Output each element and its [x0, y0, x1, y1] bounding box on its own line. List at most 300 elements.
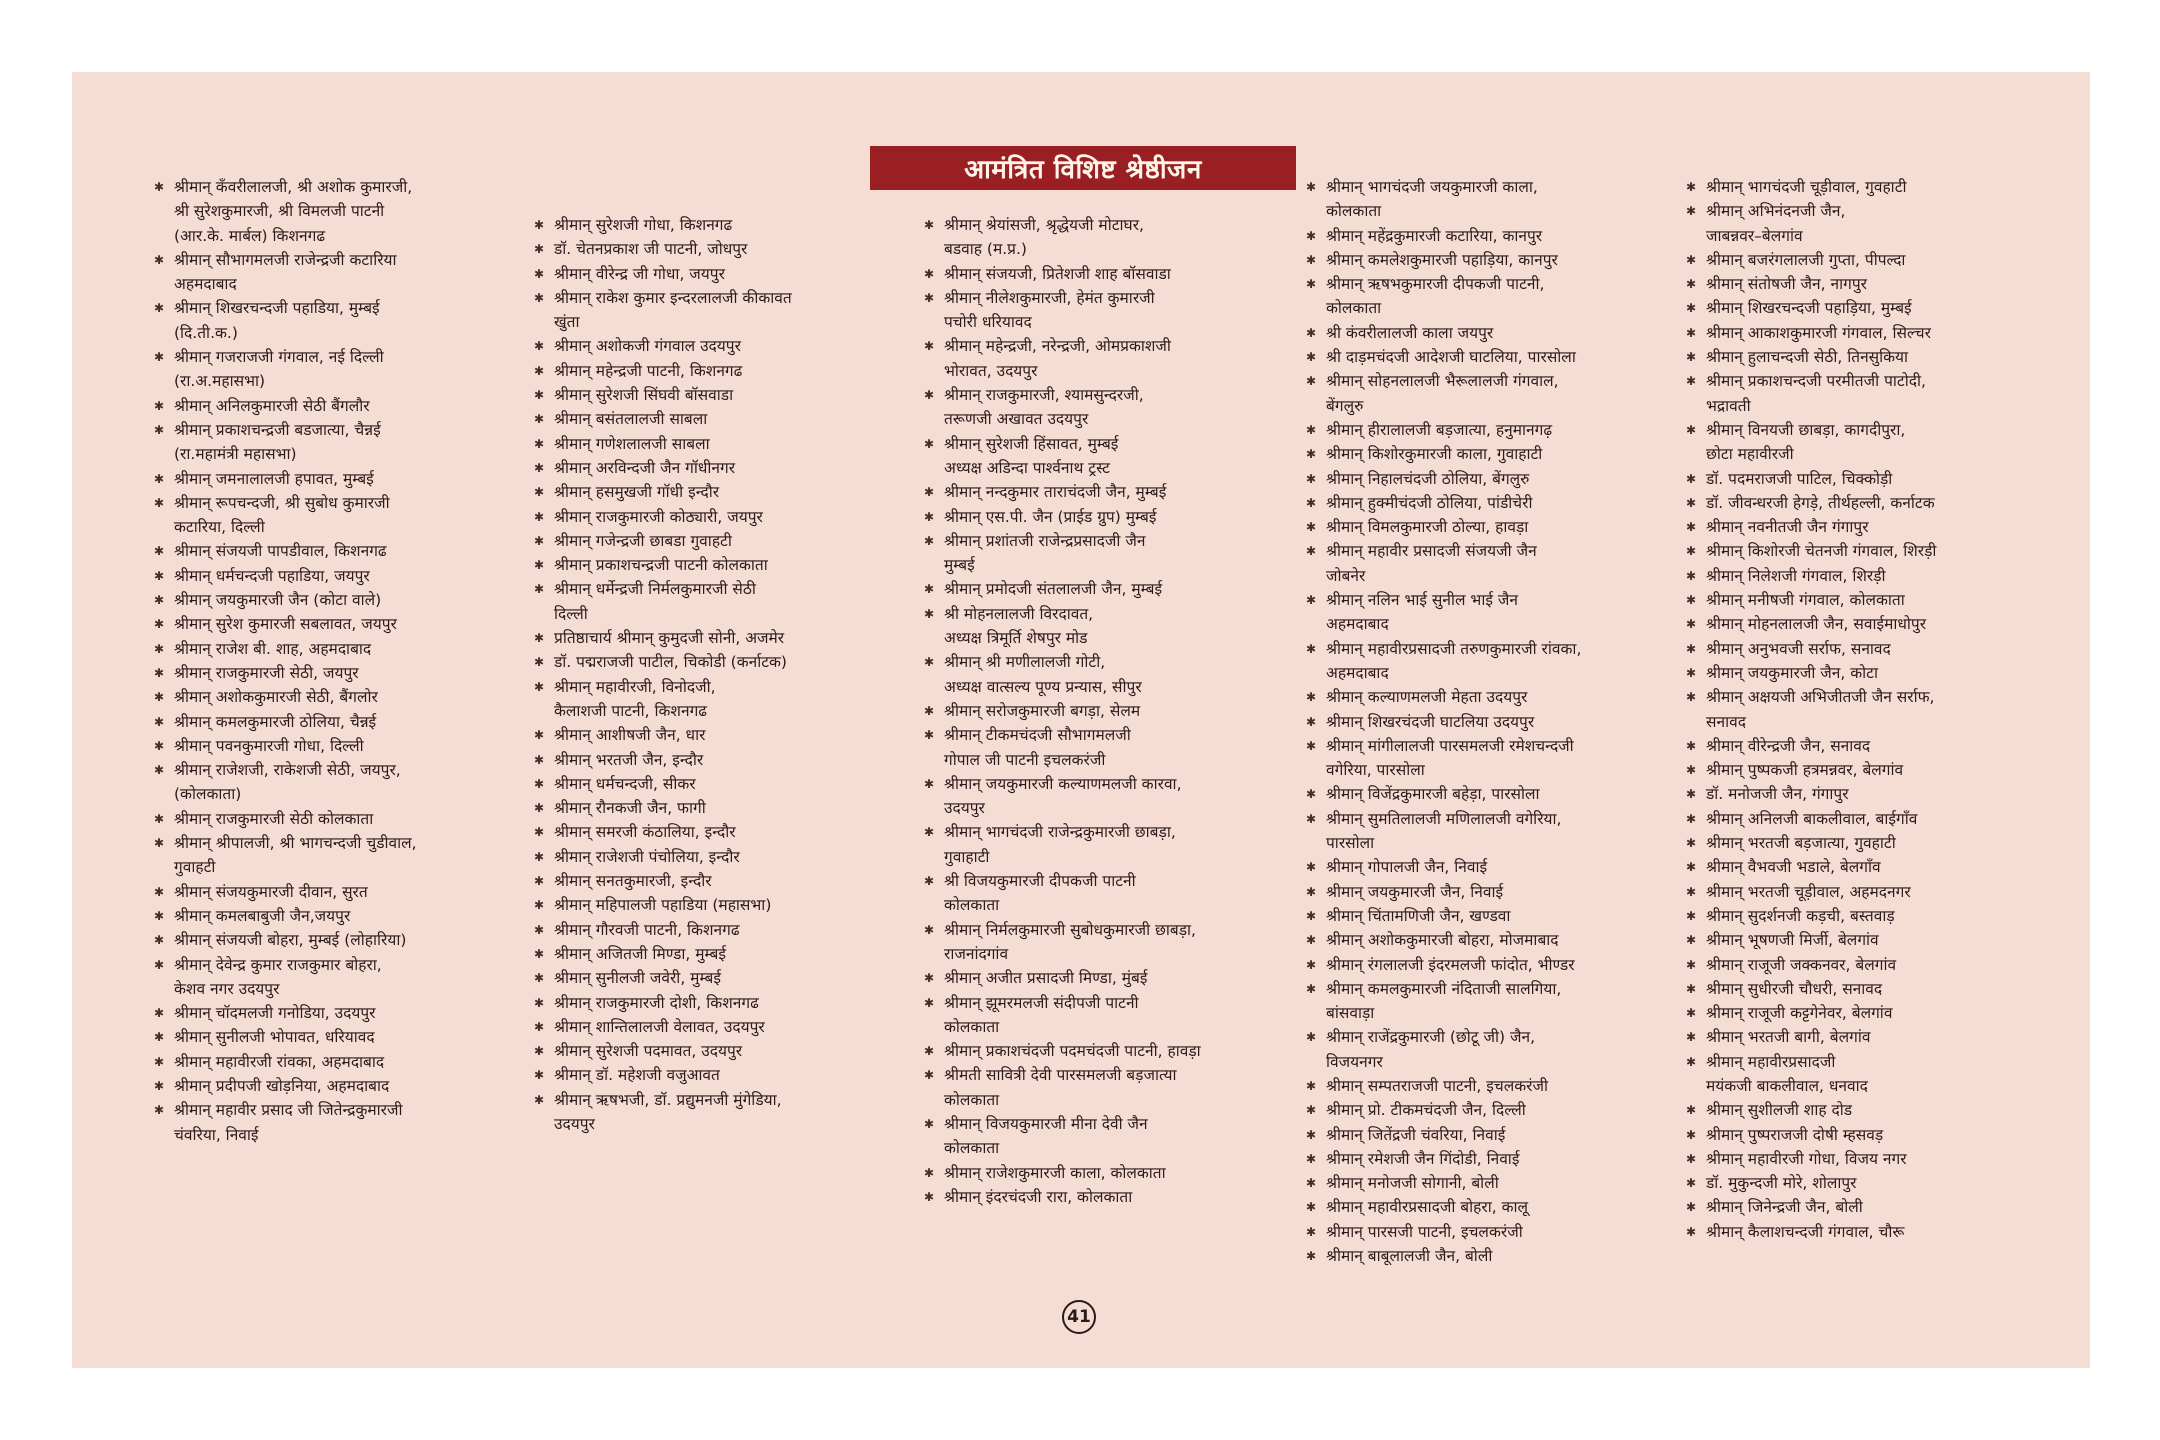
- list-item-text: श्रीमान् सौभागमलजी राजेन्द्रजी कटारिया अहमदाबाद: [174, 250, 397, 294]
- list-item: [534, 748, 864, 772]
- list-item-text: श्री कंवरीलालजी काला जयपुर: [1326, 323, 1494, 342]
- list-item: [1686, 539, 2016, 563]
- list-item-text: श्रीमान् जयकुमारजी जैन (कोटा वाले): [174, 591, 382, 610]
- list-item: [154, 928, 484, 952]
- list-item-text: श्रीमान् अजितजी मिण्डा, मुम्बई: [554, 944, 727, 963]
- list-item-text: श्रीमान् रौनकजी जैन, फागी: [554, 799, 706, 818]
- list-item-text: श्रीमान् महेन्द्रजी, नरेन्द्रजी, ओमप्रकाशजी भोरावत, उदयपुर: [944, 337, 1171, 380]
- list-item: [154, 491, 484, 540]
- list-item: [924, 286, 1254, 335]
- list-item-text: श्रीमान् अशोककुमारजी सेठी, बैंगलोर: [174, 688, 378, 707]
- list-item: [1306, 369, 1636, 418]
- list-item-text: श्रीमान् बाबूलालजी जैन, बोली: [1326, 1247, 1493, 1266]
- list-item: [534, 213, 864, 237]
- list-item: [1686, 418, 2016, 467]
- list-item: [1306, 637, 1636, 686]
- list-item: [534, 820, 864, 844]
- list-item-text: श्रीमान् कल्याणमलजी मेहता उदयपुर: [1326, 688, 1528, 707]
- list-item: [1686, 782, 2016, 806]
- list-item-text: श्रीमान् वीरेन्द्र जी गोधा, जयपुर: [554, 264, 725, 283]
- list-item: [1686, 758, 2016, 782]
- list-item-text: श्रीमान् आशीषजी जैन, धार: [554, 726, 706, 745]
- list-item: [924, 505, 1254, 529]
- list-item: [534, 893, 864, 917]
- list-item: [1686, 612, 2016, 636]
- list-item-text: श्रीमान् भरतजी बड़जात्या, गुवहाटी: [1706, 834, 1896, 853]
- list-item: [1686, 807, 2016, 831]
- list-item-text: श्रीमान् ऋषभकुमारजी दीपकजी पाटनी, कोलकाता: [1326, 275, 1545, 318]
- list-item: [1306, 710, 1636, 734]
- list-item: [534, 407, 864, 431]
- page-background: [72, 72, 2090, 1368]
- list-item-text: श्रीमान् पुष्पराजजी दोषी म्हसवड़: [1706, 1125, 1884, 1144]
- list-item: [1686, 345, 2016, 369]
- list-item: [1686, 1220, 2016, 1244]
- list-item-text: श्रीमान् निहालचंदजी ठोलिया, बेंगलुरु: [1326, 469, 1530, 488]
- list-item-text: श्रीमान् राजेश बी. शाह, अहमदाबाद: [174, 639, 372, 658]
- list-item: [154, 904, 484, 928]
- list-item-text: श्रीमान् अरविन्दजी जैन गॉधीनगर: [554, 458, 736, 477]
- list-item: [1686, 1171, 2016, 1195]
- list-item-text: श्रीमान् समरजी कंठालिया, इन्दौर: [554, 823, 736, 842]
- list-item-text: श्रीमान् सुदर्शनजी कड़ची, बस्तवाड़: [1706, 906, 1895, 925]
- list-item-text: डॉ. जीवन्धरजी हेगड़े, तीर्थहल्ली, कर्नाटक: [1706, 493, 1935, 512]
- list-item-text: श्रीमान् निलेशजी गंगवाल, शिरड़ी: [1706, 566, 1886, 585]
- list-item: [1306, 321, 1636, 345]
- list-item: [1306, 515, 1636, 539]
- list-item: [154, 637, 484, 661]
- list-item: [1306, 734, 1636, 783]
- list-item-text: श्रीमान् कैलाशचन्दजी गंगवाल, चौरू: [1706, 1222, 1905, 1241]
- list-item-text: श्री मोहनलालजी विरदावत, अध्यक्ष त्रिमूर्ति शेषपुर मोड: [944, 604, 1094, 648]
- list-item-text: श्रीमान् श्रीपालजी, श्री भागचन्दजी चुडीवाल, गुवाहटी: [174, 834, 417, 877]
- list-item: [1686, 296, 2016, 320]
- list-item: [534, 237, 864, 261]
- list-item-text: श्रीमान् कँवरीलालजी, श्री अशोक कुमारजी, श्री सुरेशकुमारजी, श्री विमलजी पाटनी (आर.के. मार्बल) किशनगढ: [174, 178, 413, 245]
- list-item-text: श्रीमान् सरोजकुमारजी बगड़ा, सेलम: [944, 701, 1141, 720]
- list-item-text: श्रीमान् देवेन्द्र कुमार राजकुमार बोहरा, केशव नगर उदयपुर: [174, 955, 382, 998]
- list-item-text: श्रीमान् मनीषजी गंगवाल, कोलकाता: [1706, 591, 1905, 610]
- list-item: [1306, 977, 1636, 1026]
- list-item: [1306, 248, 1636, 272]
- list-item: [534, 675, 864, 724]
- list-item: [534, 262, 864, 286]
- list-item-text: श्रीमान् भूषणजी मिर्जी, बेलगांव: [1706, 931, 1879, 950]
- list-item: [1686, 977, 2016, 1001]
- list-item-text: श्रीमान् नन्दकुमार ताराचंदजी जैन, मुम्बई: [944, 483, 1167, 502]
- list-item-text: श्रीमान् कमलकुमारजी ठोलिया, चैन्नई: [174, 712, 377, 731]
- list-item-text: श्रीमान् राजकुमारजी कोठ्यारी, जयपुर: [554, 507, 763, 526]
- list-item-text: श्रीमान् विजेंद्रकुमारजी बहेड़ा, पारसोला: [1326, 785, 1540, 804]
- list-item-text: प्रतिष्ठाचार्य श्रीमान् कुमुदजी सोनी, अजमेर: [554, 629, 785, 648]
- list-item: [534, 1063, 864, 1087]
- list-item-text: श्रीमान् संजयजी पापडीवाल, किशनगढ: [174, 542, 387, 561]
- list-item-text: श्रीमान् हुक्मीचंदजी ठोलिया, पांडीचेरी: [1326, 493, 1533, 512]
- list-item-text: श्रीमान् जयकुमारजी जैन, निवाई: [1326, 882, 1504, 901]
- list-item: [1306, 175, 1636, 224]
- list-item-text: श्रीमान् धर्मचन्दजी पहाडिया, जयपुर: [174, 566, 370, 585]
- list-item: [1306, 1147, 1636, 1171]
- list-item-text: श्रीमान् अशोककुमारजी बोहरा, मोजमाबाद: [1326, 931, 1559, 950]
- list-item-text: श्रीमान् राजकुमारजी सेठी, जयपुर: [174, 663, 359, 682]
- list-item: [924, 772, 1254, 821]
- list-item: [534, 480, 864, 504]
- list-item-text: श्रीमान् सुशीलजी शाह दोड: [1706, 1101, 1853, 1120]
- list-item-text: श्रीमान् झूमरमलजी संदीपजी पाटनी कोलकाता: [944, 993, 1139, 1036]
- list-item-text: श्रीमान् प्रो. टीकमचंदजी जैन, दिल्ली: [1326, 1101, 1526, 1120]
- list-item-text: श्रीमान् जयकुमारजी कल्याणमलजी कारवा, उदयपुर: [944, 774, 1182, 818]
- list-item: [534, 432, 864, 456]
- list-item-text: श्रीमान् गोपालजी जैन, निवाई: [1326, 858, 1488, 877]
- list-item-text: श्रीमान् प्रकाशचंदजी पदमचंदजी पाटनी, हावड़ा: [944, 1042, 1201, 1061]
- list-item: [154, 831, 484, 880]
- list-item-text: श्रीमान् किशोरजी चेतनजी गंगवाल, शिरड़ी: [1706, 542, 1937, 561]
- list-item: [1686, 637, 2016, 661]
- list-item: [534, 723, 864, 747]
- list-item: [1306, 782, 1636, 806]
- list-item: [924, 529, 1254, 578]
- list-item-text: श्रीमान् चॉदमलजी गनोडिया, उदयपुर: [174, 1004, 376, 1023]
- list-item: [924, 966, 1254, 990]
- list-item: [1686, 515, 2016, 539]
- list-item: [1686, 855, 2016, 879]
- list-item: [534, 966, 864, 990]
- list-item: [924, 991, 1254, 1040]
- list-item: [924, 602, 1254, 651]
- list-item-text: श्रीमान् गणेशलालजी साबला: [554, 434, 710, 453]
- list-item-text: श्रीमान् प्रमोदजी संतलालजी जैन, मुम्बई: [944, 580, 1163, 599]
- list-item-text: श्रीमान् निर्मलकुमारजी सुबोधकुमारजी छाबड़ा, राजनांदगांव: [944, 920, 1196, 963]
- list-item-text: डॉ. मनोजजी जैन, गंगापुर: [1706, 785, 1849, 804]
- list-item: [1306, 928, 1636, 952]
- list-item-text: श्रीमान् महावीरजी रांवका, अहमदाबाद: [174, 1052, 385, 1071]
- list-item: [924, 869, 1254, 918]
- list-item: [1306, 224, 1636, 248]
- list-item: [1686, 272, 2016, 296]
- name-list-column-3: [924, 213, 1254, 1209]
- list-item: [1306, 1123, 1636, 1147]
- list-item: [154, 1025, 484, 1049]
- list-item: [1306, 1074, 1636, 1098]
- list-item: [154, 612, 484, 636]
- list-item: [1686, 321, 2016, 345]
- list-item: [154, 758, 484, 807]
- list-item-text: श्रीमान् भागचंदजी राजेन्द्रकुमारजी छाबड़ा, गुवाहाटी: [944, 823, 1176, 866]
- list-item: [1686, 953, 2016, 977]
- list-item-text: श्रीमान् सनतकुमारजी, इन्दौर: [554, 872, 712, 891]
- list-item-text: श्रीमान् वैभवजी भडाले, बेलगाँव: [1706, 858, 1881, 877]
- list-item: [154, 710, 484, 734]
- list-item-text: श्रीमान् सुनीलजी भोपावत, धरियावद: [174, 1028, 375, 1047]
- list-item-text: श्रीमान् सुरेशजी गोधा, किशनगढ: [554, 216, 733, 234]
- list-item: [1306, 1025, 1636, 1074]
- list-item-text: श्रीमान् महावीरप्रसादजी बोहरा, कालू: [1326, 1198, 1529, 1217]
- list-item: [1306, 345, 1636, 369]
- list-item-text: श्रीमान् अनिलजी बाकलीवाल, बाईगाँव: [1706, 809, 1918, 828]
- list-item: [154, 539, 484, 563]
- list-item: [1686, 734, 2016, 758]
- list-item-text: श्रीमती सावित्री देवी पारसमलजी बड़जात्या कोलकाता: [944, 1066, 1177, 1109]
- list-item: [1306, 418, 1636, 442]
- list-item-text: श्रीमान् राजकुमारजी दोशी, किशनगढ: [554, 993, 759, 1012]
- list-item-text: श्रीमान् गजराजजी गंगवाल, नई दिल्ली (रा.अ.महासभा): [174, 348, 384, 391]
- list-item: [1306, 588, 1636, 637]
- list-item: [924, 1063, 1254, 1112]
- list-item-text: श्रीमान् ऋषभजी, डॉ. प्रद्युमनजी मुंगेडिया, उदयपुर: [554, 1090, 782, 1133]
- list-item-text: श्रीमान् राजकुमारजी, श्यामसुन्दरजी, तरूणजी अखावत उदयपुर: [944, 386, 1144, 429]
- list-item: [534, 869, 864, 893]
- list-item-text: श्रीमान् एस.पी. जैन (प्राईड ग्रुप) मुम्बई: [944, 507, 1157, 526]
- list-item-text: श्रीमान् गौरवजी पाटनी, किशनगढ: [554, 920, 740, 939]
- list-item-text: श्रीमान् संतोषजी जैन, नागपुर: [1706, 275, 1867, 294]
- list-item-text: श्रीमान् अनुभवजी सर्राफ, सनावद: [1706, 639, 1891, 658]
- list-item-text: श्रीमान् गजेन्द्रजी छाबडा गुवाहटी: [554, 531, 732, 550]
- list-item: [154, 661, 484, 685]
- list-item-text: श्रीमान् जिनेन्द्रजी जैन, बोली: [1706, 1198, 1863, 1217]
- list-item-text: श्रीमान् हसमुखजी गॉधी इन्दौर: [554, 483, 720, 502]
- list-item-text: श्रीमान् अनिलकुमारजी सेठी बैंगलौर: [174, 396, 370, 415]
- list-item-text: श्रीमान् महावीरजी, विनोदजी, कैलाशजी पाटनी, किशनगढ: [554, 677, 716, 720]
- list-item: [154, 953, 484, 1002]
- list-item: [154, 296, 484, 345]
- list-item-text: श्रीमान् कमलेशकुमारजी पहाड़िया, कानपुर: [1326, 250, 1558, 269]
- list-item: [534, 796, 864, 820]
- list-item-text: श्रीमान् राजूजी कट्टगेनेवर, बेलगांव: [1706, 1004, 1893, 1023]
- list-item: [924, 1039, 1254, 1063]
- list-item: [1686, 491, 2016, 515]
- list-item: [154, 1001, 484, 1025]
- list-item-text: डॉ. चेतनप्रकाश जी पाटनी, जोधपुर: [554, 240, 748, 259]
- list-item: [1686, 685, 2016, 734]
- list-item: [1306, 855, 1636, 879]
- list-item-text: श्रीमान् भरतजी जैन, इन्दौर: [554, 750, 704, 769]
- list-item: [534, 286, 864, 335]
- list-item: [1686, 661, 2016, 685]
- list-item: [534, 359, 864, 383]
- list-item: [534, 505, 864, 529]
- list-item: [534, 1015, 864, 1039]
- list-item: [1686, 175, 2016, 199]
- list-item: [1306, 807, 1636, 856]
- list-item-text: श्रीमान् अक्षयजी अभिजीतजी जैन सर्राफ, सनावद: [1706, 688, 1935, 731]
- list-item-text: श्रीमान् सोहनलालजी भैरूलालजी गंगवाल, बेंगलुरु: [1326, 372, 1559, 415]
- list-item: [154, 1098, 484, 1147]
- list-item-text: श्रीमान् राजूजी जक्कनवर, बेलगांव: [1706, 955, 1897, 974]
- list-item-text: श्रीमान् शिखरचंदजी घाटलिया उदयपुर: [1326, 712, 1535, 731]
- list-item: [924, 432, 1254, 481]
- list-item: [924, 1112, 1254, 1161]
- list-item-text: श्रीमान् अशोकजी गंगवाल उदयपुर: [554, 337, 741, 356]
- list-item-text: श्रीमान् सम्पतराजजी पाटनी, इचलकरंजी: [1326, 1076, 1548, 1095]
- list-item-text: श्रीमान् महिपालजी पहाडिया (महासभा): [554, 896, 772, 915]
- list-item-text: श्रीमान् विनयजी छाबड़ा, कागदीपुरा, छोटा महावीरजी: [1706, 420, 1906, 464]
- list-item: [1686, 1123, 2016, 1147]
- list-item-text: श्रीमान् शान्तिलालजी वेलावत, उदयपुर: [554, 1017, 765, 1036]
- list-item-text: श्रीमान् शिखरचन्दजी पहाडिया, मुम्बई (दि.ती.क.): [174, 299, 380, 342]
- list-item-text: श्रीमान् संजयकुमारजी दीवान, सुरत: [174, 882, 368, 901]
- list-item-text: श्रीमान् धर्मचन्दजी, सीकर: [554, 774, 696, 793]
- list-item-text: श्रीमान् भागचंदजी चूड़ीवाल, गुवहाटी: [1706, 178, 1907, 196]
- list-item: [924, 262, 1254, 286]
- list-item-text: श्रीमान् नीलेशकुमारजी, हेमंत कुमारजी पचोरी धरियावद: [944, 288, 1155, 332]
- list-item-text: श्रीमान् सुनीलजी जवेरी, मुम्बई: [554, 969, 721, 988]
- list-item: [1686, 1050, 2016, 1099]
- list-item: [534, 1088, 864, 1137]
- list-item: [1306, 539, 1636, 588]
- list-item-text: श्रीमान् डॉ. महेशजी वजुआवत: [554, 1066, 720, 1085]
- list-item: [154, 1050, 484, 1074]
- list-item: [154, 467, 484, 491]
- list-item: [1306, 880, 1636, 904]
- list-item: [924, 699, 1254, 723]
- list-item: [1686, 564, 2016, 588]
- list-item: [924, 480, 1254, 504]
- list-item: [534, 553, 864, 577]
- list-item-text: श्रीमान् शिखरचन्दजी पहाड़िया, मुम्बई: [1706, 299, 1912, 318]
- list-item: [1686, 831, 2016, 855]
- list-item: [534, 529, 864, 553]
- list-item-text: श्रीमान् कमलबाबुजी जैन,जयपुर: [174, 906, 351, 925]
- list-item: [534, 772, 864, 796]
- list-item-text: श्रीमान् टीकमचंदजी सौभागमलजी गोपाल जी पाटनी इचलकरंजी: [944, 726, 1131, 769]
- list-item: [1686, 1195, 2016, 1219]
- list-item: [1686, 1025, 2016, 1049]
- list-item-text: श्रीमान् आकाशकुमारजी गंगवाल, सिल्चर: [1706, 323, 1931, 342]
- list-item-text: श्रीमान् राजेशजी पंचोलिया, इन्दौर: [554, 847, 740, 866]
- list-item-text: श्रीमान् महेंद्रकुमारजी कटारिया, कानपुर: [1326, 226, 1543, 245]
- list-item: [534, 991, 864, 1015]
- list-item-text: श्रीमान् सुरेशजी पदमावत, उदयपुर: [554, 1042, 743, 1061]
- list-item-text: श्रीमान् सुरेश कुमारजी सबलावत, जयपुर: [174, 615, 397, 634]
- list-item-text: श्रीमान् मांगीलालजी पारसमलजी रमेशचन्दजी वगेरिया, पारसोला: [1326, 736, 1574, 780]
- list-item: [154, 1074, 484, 1098]
- list-item: [154, 394, 484, 418]
- list-item-text: श्रीमान् पवनकुमारजी गोधा, दिल्ली: [174, 736, 364, 755]
- list-item-text: श्रीमान् जयकुमारजी जैन, कोटा: [1706, 663, 1878, 682]
- list-item: [534, 1039, 864, 1063]
- list-item: [1306, 1171, 1636, 1195]
- list-item-text: श्रीमान् प्रकाशचन्द्रजी पाटनी कोलकाता: [554, 556, 768, 575]
- list-item: [1686, 1147, 2016, 1171]
- list-item-text: श्रीमान् राजकुमारजी सेठी कोलकाता: [174, 809, 374, 828]
- list-item: [534, 456, 864, 480]
- list-item-text: श्रीमान् महेन्द्रजी पाटनी, किशनगढ: [554, 361, 743, 380]
- list-item-text: श्रीमान् नलिन भाई सुनील भाई जैन अहमदाबाद: [1326, 591, 1518, 634]
- list-item: [1686, 248, 2016, 272]
- list-item: [1686, 1098, 2016, 1122]
- list-item-text: श्रीमान् सुमतिलालजी मणिलालजी वगेरिया, पारसोला: [1326, 809, 1562, 853]
- list-item-text: श्रीमान् पुष्पकजी हत्रमन्नवर, बेलगांव: [1706, 761, 1904, 780]
- list-item-text: श्रीमान् रमेशजी जैन गिंदोडी, निवाई: [1326, 1149, 1520, 1168]
- list-item: [1306, 491, 1636, 515]
- list-item: [154, 880, 484, 904]
- list-item-text: श्रीमान् संजयजी, प्रितेशजी शाह बॉसवाडा: [944, 264, 1171, 283]
- list-item-text: श्रीमान् कमलकुमारजी नंदिताजी सालगिया, बांसवाड़ा: [1326, 979, 1562, 1023]
- list-item: [154, 175, 484, 248]
- list-item: [1306, 467, 1636, 491]
- list-item: [1306, 953, 1636, 977]
- list-item-text: श्रीमान् विजयकुमारजी मीना देवी जैन कोलकाता: [944, 1114, 1148, 1158]
- list-item-text: श्रीमान् अभिनंदनजी जैन, जाबन्नवर–बेलगांव: [1706, 202, 1846, 245]
- list-item: [924, 577, 1254, 601]
- list-item: [924, 213, 1254, 262]
- list-item: [924, 820, 1254, 869]
- list-item-text: श्रीमान् इंदरचंदजी रारा, कोलकाता: [944, 1187, 1133, 1206]
- list-item-text: श्रीमान् सुरेशजी हिंसावत, मुम्बई अध्यक्ष अडिन्दा पार्श्वनाथ ट्रस्ट: [944, 434, 1119, 477]
- list-item-text: श्रीमान् भागचंदजी जयकुमारजी काला, कोलकाता: [1326, 178, 1538, 221]
- list-item-text: श्रीमान् धर्मेन्द्रजी निर्मलकुमारजी सेठी दिल्ली: [554, 580, 756, 623]
- list-item-text: श्रीमान् राकेश कुमार इन्दरलालजी कीकावत खुंता: [554, 288, 792, 332]
- list-item: [154, 248, 484, 297]
- list-item-text: श्रीमान् रूपचन्दजी, श्री सुबोध कुमारजी कटारिया, दिल्ली: [174, 493, 390, 537]
- list-item: [1686, 904, 2016, 928]
- list-item: [1686, 467, 2016, 491]
- list-item-text: श्रीमान् महावीरप्रसादजी मयंकजी बाकलीवाल, धनवाद: [1706, 1052, 1868, 1095]
- list-item-text: श्रीमान् प्रकाशचन्दजी परमीतजी पाटोदी, भद्रावती: [1706, 372, 1926, 415]
- list-item: [924, 723, 1254, 772]
- list-item-text: श्रीमान् वीरेन्द्रजी जैन, सनावद: [1706, 736, 1871, 755]
- list-item: [1306, 1220, 1636, 1244]
- page-title: आमंत्रित विशिष्ट श्रेष्ठीजन: [870, 146, 1296, 190]
- list-item: [924, 1185, 1254, 1209]
- list-item: [154, 807, 484, 831]
- list-item: [1306, 1098, 1636, 1122]
- list-item: [1306, 685, 1636, 709]
- list-item-text: डॉ. पद्मराजजी पाटील, चिकोडी (कर्नाटक): [554, 653, 787, 672]
- list-item-text: श्रीमान् बसंतलालजी साबला: [554, 410, 708, 429]
- name-list-column-2: [534, 213, 864, 1136]
- list-item-text: श्रीमान् सुधीरजी चौधरी, सनावद: [1706, 979, 1883, 998]
- list-item-text: श्रीमान् प्रशांतजी राजेन्द्रप्रसादजी जैन मुम्बई: [944, 531, 1146, 575]
- list-item-text: श्रीमान् जमनालालजी हपावत, मुम्बई: [174, 469, 374, 488]
- list-item-text: श्रीमान् महावीरजी गोधा, विजय नगर: [1706, 1149, 1907, 1168]
- list-item: [534, 845, 864, 869]
- list-item: [1686, 369, 2016, 418]
- list-item-text: श्रीमान् भरतजी बागी, बेलगांव: [1706, 1028, 1871, 1047]
- list-item: [534, 942, 864, 966]
- list-item-text: श्रीमान् हीरालालजी बड़जात्या, हनुमानगढ़: [1326, 420, 1553, 439]
- list-item: [924, 918, 1254, 967]
- list-item: [534, 650, 864, 674]
- list-item-text: श्रीमान् महावीर प्रसादजी संजयजी जैन जोबनेर: [1326, 542, 1537, 585]
- list-item: [534, 577, 864, 626]
- list-item-text: डॉ. पदमराजजी पाटिल, चिक्कोड़ी: [1706, 469, 1893, 488]
- list-item-text: श्री विजयकुमारजी दीपकजी पाटनी कोलकाता: [944, 872, 1136, 915]
- list-item-text: डॉ. मुकुन्दजी मोरे, शोलापुर: [1706, 1174, 1857, 1193]
- list-item-text: श्रीमान् प्रकाशचन्द्रजी बडजात्या, चैन्नई (रा.महामंत्री महासभा): [174, 420, 381, 464]
- list-item: [534, 626, 864, 650]
- list-item: [1686, 588, 2016, 612]
- list-item-text: श्रीमान् हुलाचन्दजी सेठी, तिनसुकिया: [1706, 348, 1909, 367]
- list-item: [924, 334, 1254, 383]
- list-item: [1306, 904, 1636, 928]
- list-item-text: श्री दाड़मचंदजी आदेशजी घाटलिया, पारसोला: [1326, 348, 1576, 367]
- list-item-text: श्रीमान् राजेंद्रकुमारजी (छोटू जी) जैन, विजयनगर: [1326, 1028, 1536, 1071]
- list-item: [1306, 1195, 1636, 1219]
- list-item: [534, 918, 864, 942]
- list-item-text: श्रीमान् किशोरकुमारजी काला, गुवाहाटी: [1326, 445, 1543, 464]
- list-item: [924, 650, 1254, 699]
- list-item-text: श्रीमान् जितेंद्रजी चंवरिया, निवाई: [1326, 1125, 1506, 1144]
- list-item: [154, 564, 484, 588]
- list-item-text: श्रीमान् नवनीतजी जैन गंगापुर: [1706, 518, 1869, 537]
- list-item-text: श्रीमान् विमलकुमारजी ठोल्या, हावड़ा: [1326, 518, 1529, 537]
- name-list-column-5: [1686, 175, 2016, 1244]
- list-item: [154, 685, 484, 709]
- list-item-text: श्रीमान् महावीरप्रसादजी तरुणकुमारजी रांवका, अहमदाबाद: [1326, 639, 1582, 682]
- list-item: [924, 1161, 1254, 1185]
- list-item-text: श्रीमान् श्रेयांसजी, श्रृद्धेयजी मोटाघर, बडवाह (म.प्र.): [944, 216, 1144, 259]
